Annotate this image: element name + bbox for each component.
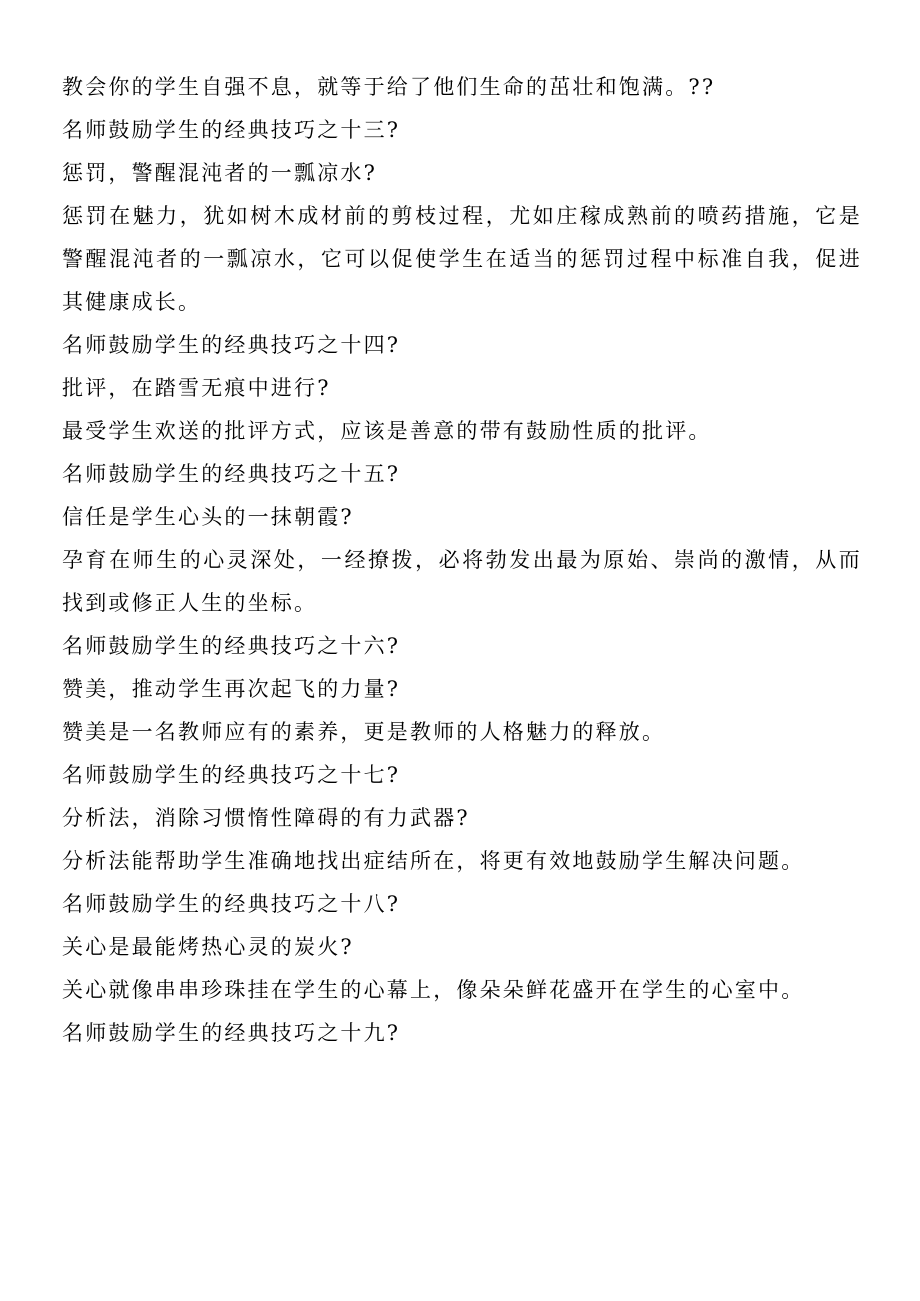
section-body-14: 最受学生欢送的批评方式，应该是善意的带有鼓励性质的批评。 <box>62 419 712 443</box>
section-subtitle-15: 信任是学生心头的一抹朝霞? <box>62 505 354 529</box>
section-body-18: 关心就像串串珍珠挂在学生的心幕上，像朵朵鲜花盛开在学生的心室中。 <box>62 978 805 1002</box>
paragraph-1: 教会你的学生自强不息，就等于给了他们生命的茁壮和饱满。?? <box>62 75 716 99</box>
section-body-16: 赞美是一名教师应有的素养，更是教师的人格魅力的释放。 <box>62 720 666 744</box>
document-body <box>62 66 862 1055</box>
section-heading-15: 名师鼓励学生的经典技巧之十五? <box>62 462 401 486</box>
section-body-17: 分析法能帮助学生准确地找出症结所在，将更有效地鼓励学生解决问题。 <box>62 849 805 873</box>
section-subtitle-18: 关心是最能烤热心灵的炭火? <box>62 935 354 959</box>
section-heading-16: 名师鼓励学生的经典技巧之十六? <box>62 634 401 658</box>
section-heading-13: 名师鼓励学生的经典技巧之十三? <box>62 118 401 142</box>
section-heading-18: 名师鼓励学生的经典技巧之十八? <box>62 892 401 916</box>
section-subtitle-16: 赞美，推动学生再次起飞的力量? <box>62 677 401 701</box>
section-heading-17: 名师鼓励学生的经典技巧之十七? <box>62 763 401 787</box>
section-body-15: 孕育在师生的心灵深处，一经撩拨，必将勃发出最为原始、崇尚的激情，从而找到或修正人生的坐标。 <box>62 548 862 615</box>
section-subtitle-17: 分析法，消除习惯惰性障碍的有力武器? <box>62 806 470 830</box>
section-subtitle-13: 惩罚，警醒混沌者的一瓢凉水? <box>62 161 378 185</box>
section-body-13: 惩罚在魅力，犹如树木成材前的剪枝过程，尤如庄稼成熟前的喷药措施，它是警醒混沌者的一瓢凉水，它可以促使学生在适当的惩罚过程中标准自我，促进其健康成长。 <box>62 204 862 314</box>
section-heading-14: 名师鼓励学生的经典技巧之十四? <box>62 333 401 357</box>
section-heading-19: 名师鼓励学生的经典技巧之十九? <box>62 1021 401 1045</box>
section-subtitle-14: 批评，在踏雪无痕中进行? <box>62 376 331 400</box>
